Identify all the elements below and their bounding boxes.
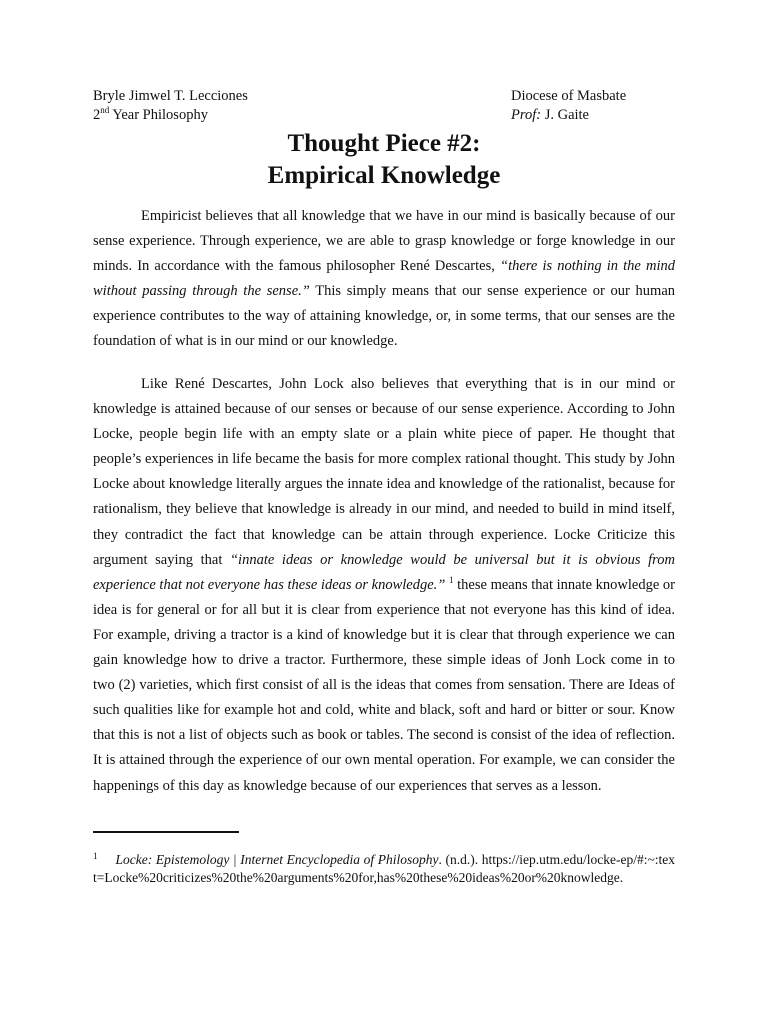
footnote-number: 1 — [93, 850, 98, 861]
year-suffix: nd — [100, 105, 110, 116]
paragraph-2-quote: “innate ideas or knowledge would be universal but it is obvious from experience that not everyone has these ideas or knowledge.” — [93, 551, 675, 593]
paragraph-1 — [93, 204, 675, 355]
prof-label: Prof: — [511, 107, 542, 123]
paragraph-1-quote: “there is nothing in the mind without passing through the sense.” — [93, 258, 675, 300]
footnote-title: Locke: Epistemology | Internet Encyclopedia of Philosophy — [115, 852, 439, 867]
paragraph-2-text-b: these means that innate knowledge or idea is for general or for all but it is clear from experience that not everyone has this kind of idea. For example, driving a tractor is a kind of knowledge but it is clear that through experience we can gain knowledge how to drive a tractor. Furthermore, these simple ideas of Jonh Lock come in to two (2) varieties, which first consist of all is the ideas that comes from sensation. There are Ideas of such qualities like for example hot and cold, white and black, soft and hard or bitter or sour. Know that this is not a list of objects such as book or tables. The second is consist of the idea of reflection. It is attained through the experience of our own mental operation. For example, we can consider the happenings of this day as knowledge because of our experiences that serves as a lesson. — [93, 576, 676, 794]
paragraph-2 — [93, 372, 675, 799]
title-line-2: Empirical Knowledge — [267, 162, 501, 189]
prof-name: J. Gaite — [541, 107, 589, 123]
footnote — [93, 851, 675, 886]
year-number: 2 — [93, 107, 101, 123]
year-level — [93, 106, 248, 125]
header-left — [93, 87, 248, 125]
footnote-date: . (n.d.). — [438, 852, 479, 867]
paragraph-2-text-a: Like René Descartes, John Lock also believes that everything that is in our mind or knowledge is attained because of our senses or because of our sense experience. According to John Locke, people begin life with an empty slate or a plain white piece of paper. He thought that people’s experiences in life became the basis for more complex rational thought. This study by John Locke about knowledge literally argues the innate idea and knowledge of the rationalist, because for rationalism, they believe that knowledge is already in our mind, and needed to build in mind itself, they contradict the fact that knowledge can be attain through experience. Locke Criticize this argument saying that — [93, 376, 675, 568]
title-line-1: Thought Piece #2: — [287, 130, 481, 157]
footnote-url[interactable]: https://iep.utm.edu/locke-ep/#:~:text=Locke%20criticizes%20the%20arguments%20for,has%20these%20ideas%20or%20knowledge. — [93, 852, 675, 885]
footnote-reference[interactable]: 1 — [449, 574, 454, 585]
professor — [511, 106, 626, 125]
header-right — [511, 87, 626, 125]
diocese-name: Diocese of Masbate — [511, 88, 627, 104]
year-text: Year Philosophy — [109, 107, 208, 123]
paragraph-1-text-a: Empiricist believes that all knowledge that we have in our mind is basically because of our sense experience. Through experience, we are able to grasp knowledge or forge knowledge in our minds. In accordance with the famous philosopher René Descartes, — [93, 208, 675, 275]
footnote-separator — [93, 831, 239, 833]
author-name: Bryle Jimwel T. Lecciones — [93, 88, 248, 104]
paragraph-1-text-b: This simply means that our sense experience or our human experience contributes to the way of attaining knowledge, or, in some terms, that our senses are the foundation of what is in our mind or our knowledge. — [93, 283, 676, 350]
